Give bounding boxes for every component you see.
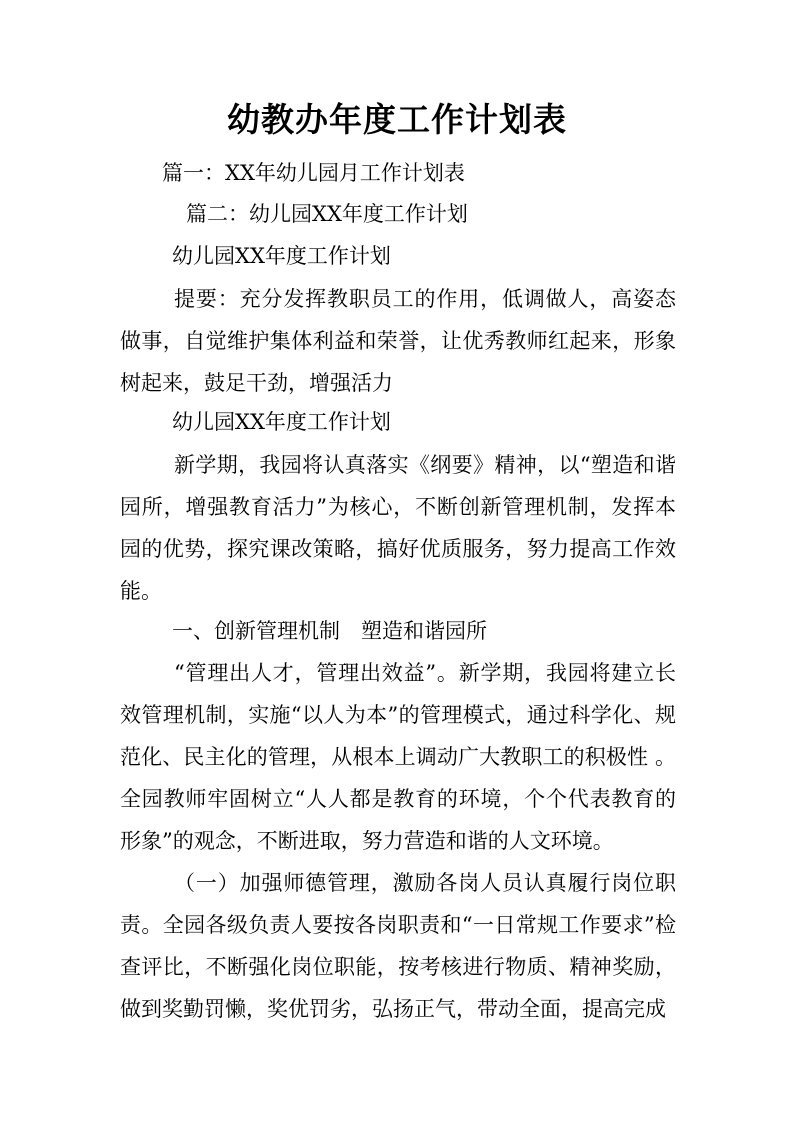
plan-heading-repeat: 幼儿园XX年度工作计划 (172, 410, 391, 434)
subsection-one-paragraph: （一）加强师德管理，激励各岗人员认真履行岗位职责。全园各级负责人要按各岗职责和“一日常规工作要求”检查评比，不断强化岗位职能，按考核进行物质、精神奖励，做到奖勤罚懒，奖优罚劣，弘扬正气，带动全面，提高完成 (120, 871, 676, 1021)
plan-heading: 幼儿园XX年度工作计划 (172, 244, 391, 268)
heading-part-one: 篇一：XX年幼儿园月工作计划表 (162, 161, 465, 185)
document-title: 幼教办年度工作计划表 (227, 100, 567, 139)
summary-paragraph: 提要：充分发挥教职员工的作用，低调做人，高姿态做事，自觉维护集体利益和荣誉，让优秀教师红起来，形象树起来，鼓足干劲，增强活力 (120, 287, 676, 395)
heading-part-two: 篇二：幼儿园XX年度工作计划 (186, 202, 468, 226)
section-one-heading: 一、创新管理机制 塑造和谐园所 (172, 619, 487, 643)
intro-paragraph: 新学期，我园将认真落实《纲要》精神，以“塑造和谐园所，增强教育活力”为核心，不断创新管理机制，发挥本园的优势，探究课改策略，搞好优质服务，努力提高工作效能。 (120, 453, 676, 603)
section-one-paragraph: “管理出人才，管理出效益”。新学期，我园将建立长效管理机制，实施“以人为本”的管理模式，通过科学化、规范化、民主化的管理，从根本上调动广大教职工的积极性 。全园教师牢固树立“人人都是教育的环境，个个代表教育的形象”的观念，不断进取，努力营造和谐的人文环境。 (120, 661, 676, 853)
